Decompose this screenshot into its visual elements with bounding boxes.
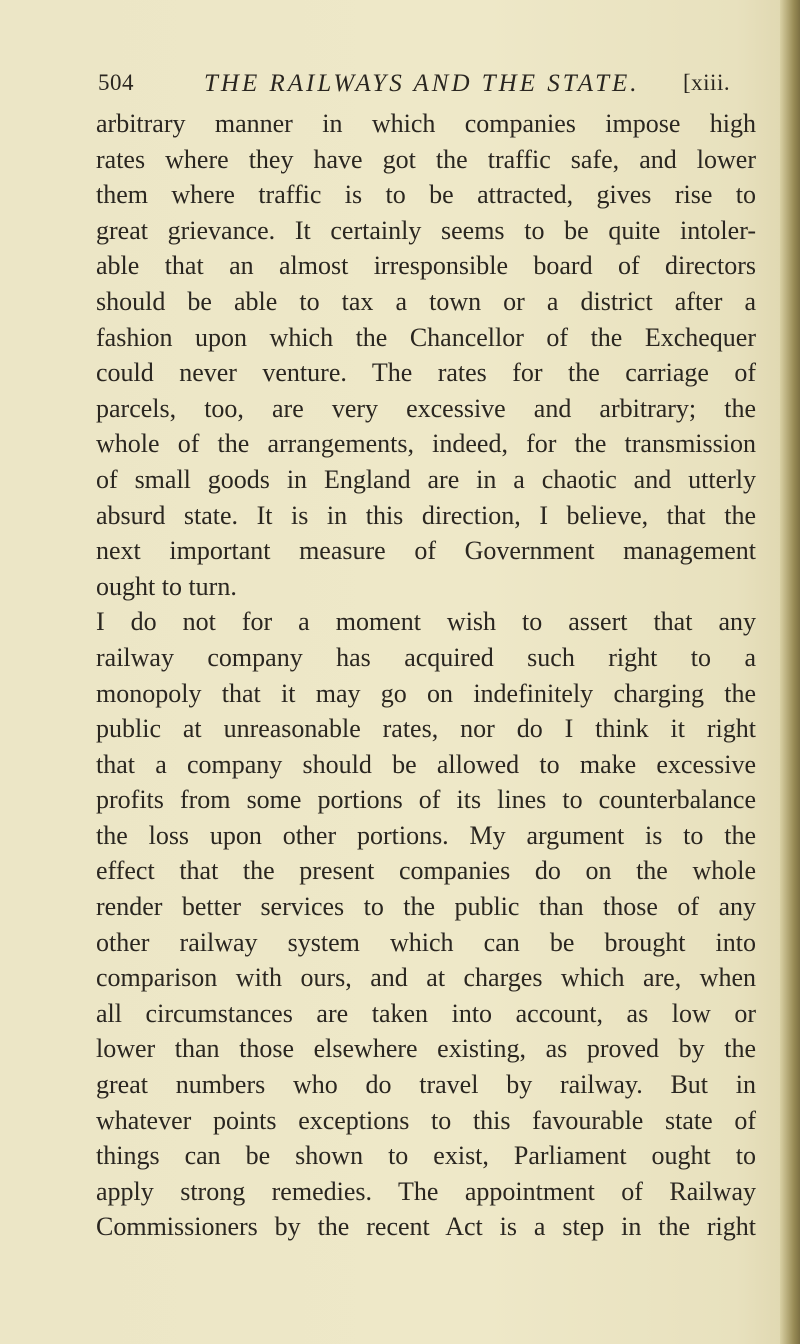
text-line: whole of the arrangements, indeed, for the transmission <box>96 429 756 459</box>
text-line: other railway system which can be brought into <box>96 927 756 957</box>
text-line: that a company should be allowed to make excessive <box>96 749 756 779</box>
text-line: able that an almost irresponsible board of directors <box>96 251 756 281</box>
text-line: render better services to the public than those of any <box>96 892 756 922</box>
text-line: monopoly that it may go on indefinitely charging the <box>96 678 756 708</box>
body-text <box>96 106 756 1245</box>
text-line: public at unreasonable rates, nor do I think it right <box>96 714 756 744</box>
text-line: great numbers who do travel by railway. But in <box>96 1070 756 1100</box>
text-line: fashion upon which the Chancellor of the Exchequer <box>96 322 756 352</box>
text-line: them where traffic is to be attracted, gives rise to <box>96 180 756 210</box>
text-line: whatever points exceptions to this favourable state of <box>96 1105 756 1135</box>
text-line: apply strong remedies. The appointment of Railway <box>96 1176 756 1206</box>
text-line: should be able to tax a town or a district after a <box>96 286 756 316</box>
paragraph-first-line: I do not for a moment wish to assert that any <box>96 607 756 637</box>
text-line: could never venture. The rates for the carriage of <box>96 358 756 388</box>
text-line: parcels, too, are very excessive and arbitrary; the <box>96 393 756 423</box>
text-line: the loss upon other portions. My argument is to the <box>96 820 756 850</box>
running-title: THE RAILWAYS AND THE STATE. <box>204 70 640 97</box>
text-line: effect that the present companies do on the whole <box>96 856 756 886</box>
paragraph-end-line: ought to turn. <box>96 571 237 601</box>
text-line: absurd state. It is in this direction, I believe, that the <box>96 500 756 530</box>
text-line: things can be shown to exist, Parliament ought to <box>96 1141 756 1171</box>
text-line: comparison with ours, and at charges which are, when <box>96 963 756 993</box>
text-line: railway company has acquired such right to a <box>96 642 756 672</box>
text-line: arbitrary manner in which companies impose high <box>96 109 756 138</box>
page-number: 504 <box>98 70 134 95</box>
text-line: of small goods in England are in a chaotic and utterly <box>96 464 756 494</box>
text-line: lower than those elsewhere existing, as proved by the <box>96 1034 756 1064</box>
text-line: next important measure of Government management <box>96 536 756 566</box>
text-line: Commissioners by the recent Act is a step in the right <box>96 1212 756 1242</box>
running-head <box>98 70 768 110</box>
text-line: profits from some portions of its lines to counterbalance <box>96 785 756 815</box>
page-edge-shadow <box>780 0 800 1344</box>
chapter-marker: [xiii. <box>683 70 731 95</box>
text-line: great grievance. It certainly seems to be quite intoler- <box>96 215 756 245</box>
text-line: rates where they have got the traffic safe, and lower <box>96 144 756 174</box>
text-line: all circumstances are taken into account, as low or <box>96 998 756 1028</box>
